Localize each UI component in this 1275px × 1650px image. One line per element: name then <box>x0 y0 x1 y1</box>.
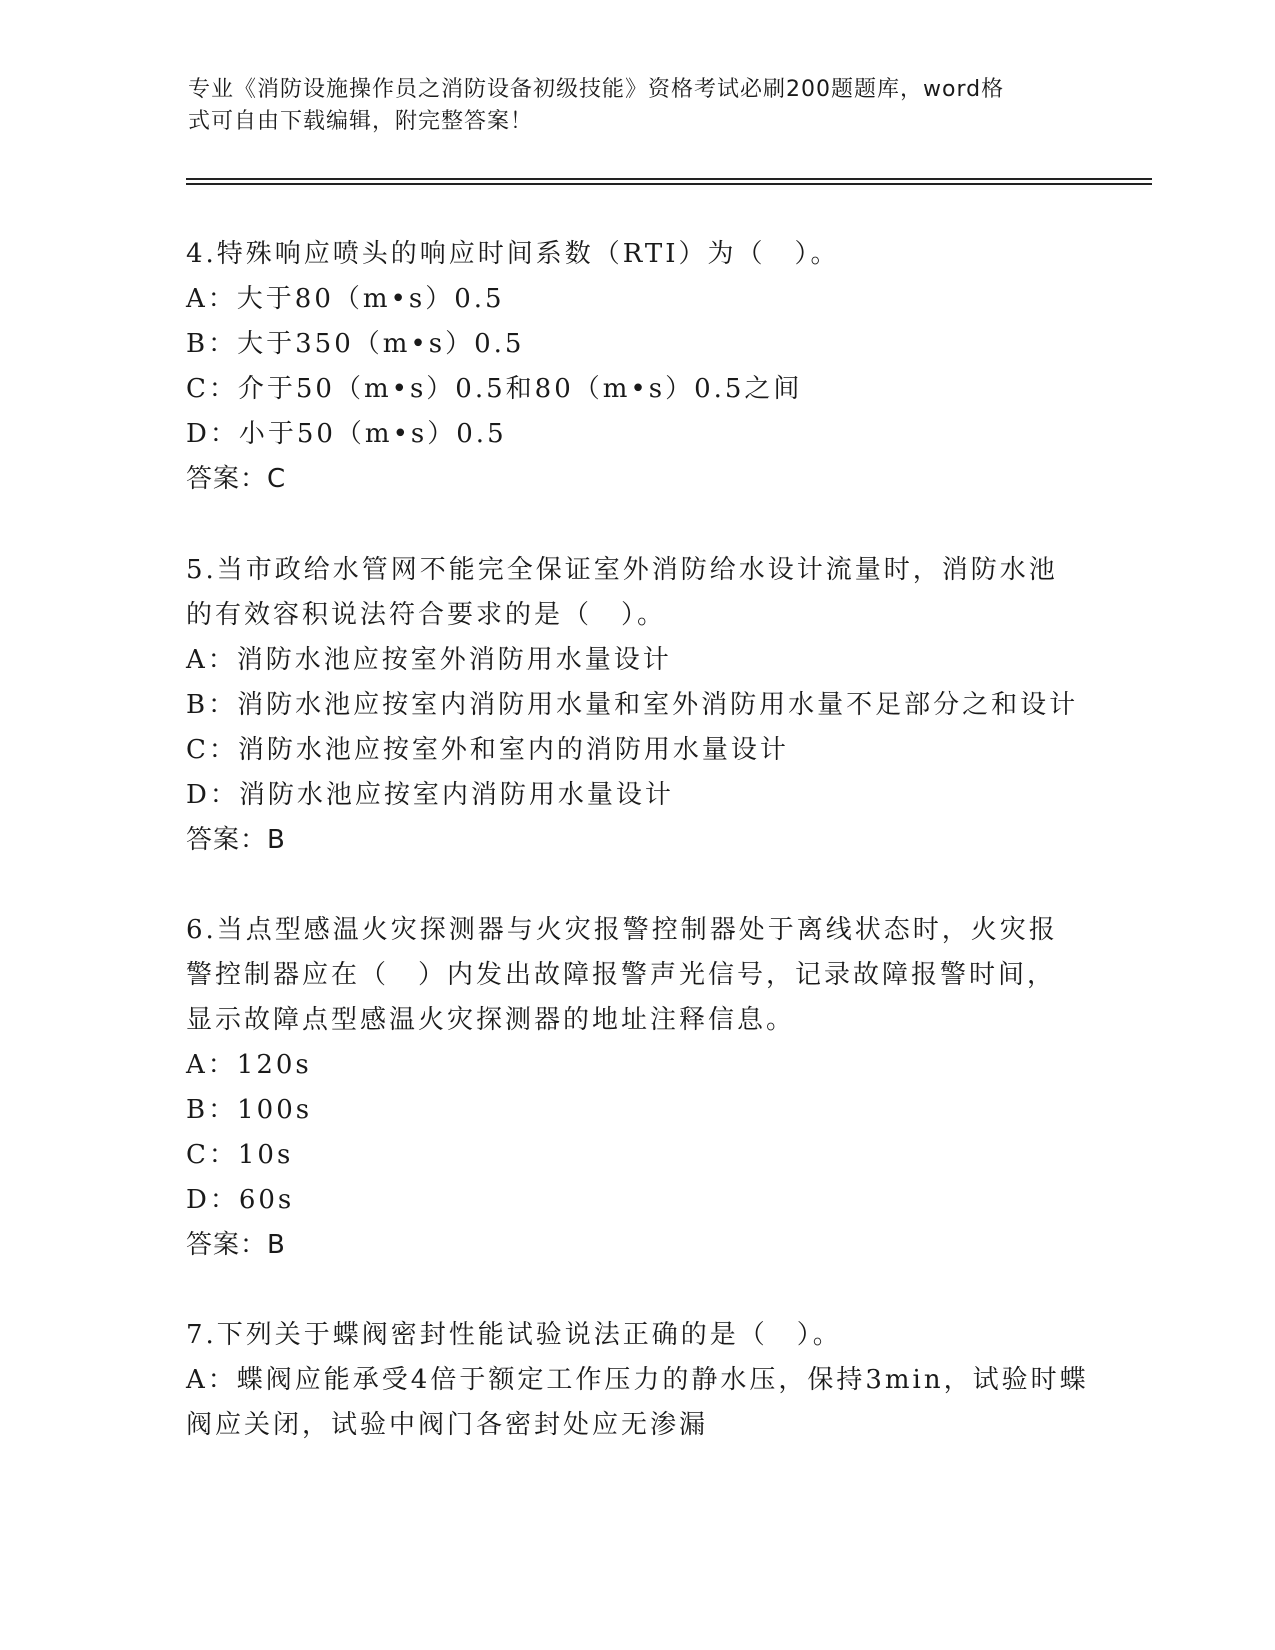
question-5-option-b: B：消防水池应按室内消防用水量和室外消防用水量不足部分之和设计 <box>186 690 1079 720</box>
header-divider-top <box>186 178 1152 180</box>
question-5-option-c: C：消防水池应按室外和室内的消防用水量设计 <box>186 735 789 765</box>
question-5-answer: 答案：B <box>186 825 286 855</box>
question-7-option-a-line-2: 阀应关闭，试验中阀门各密封处应无渗漏 <box>186 1410 709 1440</box>
question-6-stem-line-3: 显示故障点型感温火灾探测器的地址注释信息。 <box>186 1005 796 1035</box>
header-line-2: 式可自由下载编辑，附完整答案！ <box>188 109 534 134</box>
header-description <box>188 74 1068 138</box>
question-4-answer: 答案：C <box>186 464 287 494</box>
question-5-stem-line-2: 的有效容积说法符合要求的是（ ）。 <box>186 600 667 630</box>
question-6-option-a: A：120s <box>186 1050 312 1080</box>
question-5-option-d: D：消防水池应按室内消防用水量设计 <box>186 780 674 810</box>
question-6-stem-line-1: 6.当点型感温火灾探测器与火灾报警控制器处于离线状态时，火灾报 <box>186 915 1058 945</box>
question-4-option-d: D：小于50（m•s）0.5 <box>186 419 507 449</box>
question-4-option-b: B：大于350（m•s）0.5 <box>186 329 525 359</box>
question-7-option-a-line-1: A：蝶阀应能承受4倍于额定工作压力的静水压，保持3min，试验时蝶 <box>186 1365 1089 1395</box>
question-6-answer: 答案：B <box>186 1230 286 1260</box>
question-6-option-d: D：60s <box>186 1185 295 1215</box>
question-7-stem: 7.下列关于蝶阀密封性能试验说法正确的是（ ）。 <box>186 1320 842 1350</box>
question-5-stem-line-1: 5.当市政给水管网不能完全保证室外消防给水设计流量时，消防水池 <box>186 555 1058 585</box>
question-6-option-b: B：100s <box>186 1095 313 1125</box>
question-4-option-a: A：大于80（m•s）0.5 <box>186 284 505 314</box>
question-4-stem: 4.特殊响应喷头的响应时间系数（RTI）为（ ）。 <box>186 239 840 269</box>
question-6-option-c: C：10s <box>186 1140 294 1170</box>
header-divider-bottom <box>186 183 1152 185</box>
question-4-option-c: C：介于50（m•s）0.5和80（m•s）0.5之间 <box>186 374 803 404</box>
question-6-stem-line-2: 警控制器应在（ ）内发出故障报警声光信号，记录故障报警时间， <box>186 960 1057 990</box>
question-5-option-a: A：消防水池应按室外消防用水量设计 <box>186 645 672 675</box>
header-line-1: 专业《消防设施操作员之消防设备初级技能》资格考试必刷200题题库，word格 <box>188 77 1005 102</box>
